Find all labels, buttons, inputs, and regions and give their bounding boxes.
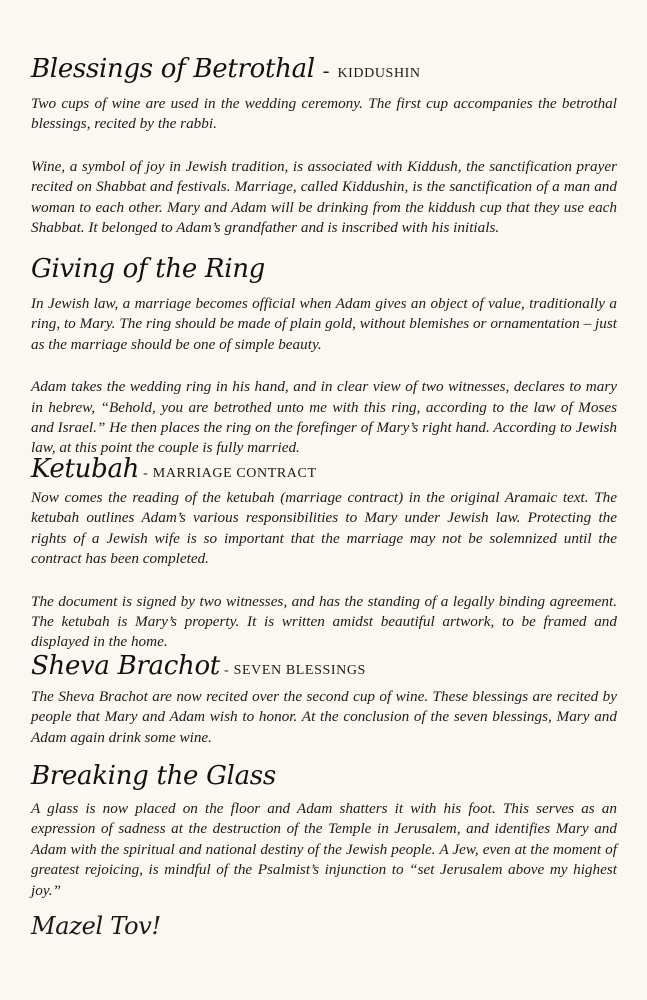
section-title: Breaking the Glass <box>31 761 276 791</box>
title-separator: - <box>322 60 330 82</box>
paragraph: Two cups of wine are used in the wedding ceremony. The first cup accompanies the betrothal blessings, recited by the rabbi. <box>31 95 617 133</box>
section-body-betrothal <box>31 94 617 238</box>
section-heading-sheva-brachot <box>31 653 366 679</box>
closing-line <box>31 912 161 940</box>
paragraph: Wine, a symbol of joy in Jewish tradition, is associated with Kiddush, the sanctification prayer recited on Shabbat and festivals. Marriage, called Kiddushin, is the sanctification of a man and woman to each other. Mary and Adam will be drinking from the kiddush cup that they use each Shabbat. It belonged to Adam’s grandfather and is inscribed with his initials. <box>31 157 617 237</box>
paragraph: In Jewish law, a marriage becomes official when Adam gives an object of value, traditionally a ring, to Mary. The ring should be made of plain gold, without blemishes or ornamentation – just as the marriage should be one of simple beauty. <box>31 295 617 353</box>
paragraph: The document is signed by two witnesses, and has the standing of a legally binding agreement. The ketubah is Mary’s property. It is written amidst beautiful artwork, to be framed and displayed in the home. <box>31 592 617 651</box>
section-title: Ketubah <box>31 454 140 484</box>
section-body-sheva-brachot <box>31 687 617 748</box>
section-body-breaking-glass <box>31 799 617 901</box>
section-subtitle: MARRIAGE CONTRACT <box>152 466 317 481</box>
section-title: Sheva Brachot <box>31 651 220 681</box>
section-heading-breaking-glass <box>31 763 276 789</box>
section-subtitle: SEVEN BLESSINGS <box>233 663 366 678</box>
section-heading-betrothal <box>31 56 421 82</box>
title-separator: - <box>223 663 229 678</box>
mazel-tov: Mazel Tov! <box>31 912 161 940</box>
section-body-ketubah <box>31 488 617 653</box>
title-separator: - <box>143 466 148 481</box>
paragraph: Adam takes the wedding ring in his hand, and in clear view of two witnesses, declares to mary in hebrew, “Behold, you are betrothed unto me with this ring, according to the law of Moses and Israel.” He then places the ring on the forefinger of Mary’s right hand. According to Jewish law, at this point the couple is fully married. <box>31 378 617 457</box>
paragraph: Now comes the reading of the ketubah (marriage contract) in the original Aramaic text. The ketubah outlines Adam’s various responsibilities to Mary under Jewish law. Protecting the rights of a Jewish wife is so important that the marriage may not be solemnized until the contract has been completed. <box>31 489 617 568</box>
section-body-ring <box>31 294 617 459</box>
section-heading-ring <box>31 256 265 282</box>
section-title: Blessings of Betrothal <box>31 54 315 84</box>
section-heading-ketubah <box>31 456 317 482</box>
paragraph: A glass is now placed on the floor and Adam shatters it with his foot. This serves as an expression of sadness at the destruction of the Temple in Jerusalem, and identifies Mary and Adam with the spiritual and national destiny of the Jewish people. A Jew, even at the moment of greatest rejoicing, is mindful of the Psalmist’s injunction to “set Jerusalem above my highest joy.” <box>31 800 617 899</box>
section-subtitle: KIDDUSHIN <box>337 66 421 81</box>
paragraph: The Sheva Brachot are now recited over the second cup of wine. These blessings are recited by people that Mary and Adam wish to honor. At the conclusion of the seven blessings, Mary and Adam again drink some wine. <box>31 688 617 746</box>
section-title: Giving of the Ring <box>31 254 266 284</box>
